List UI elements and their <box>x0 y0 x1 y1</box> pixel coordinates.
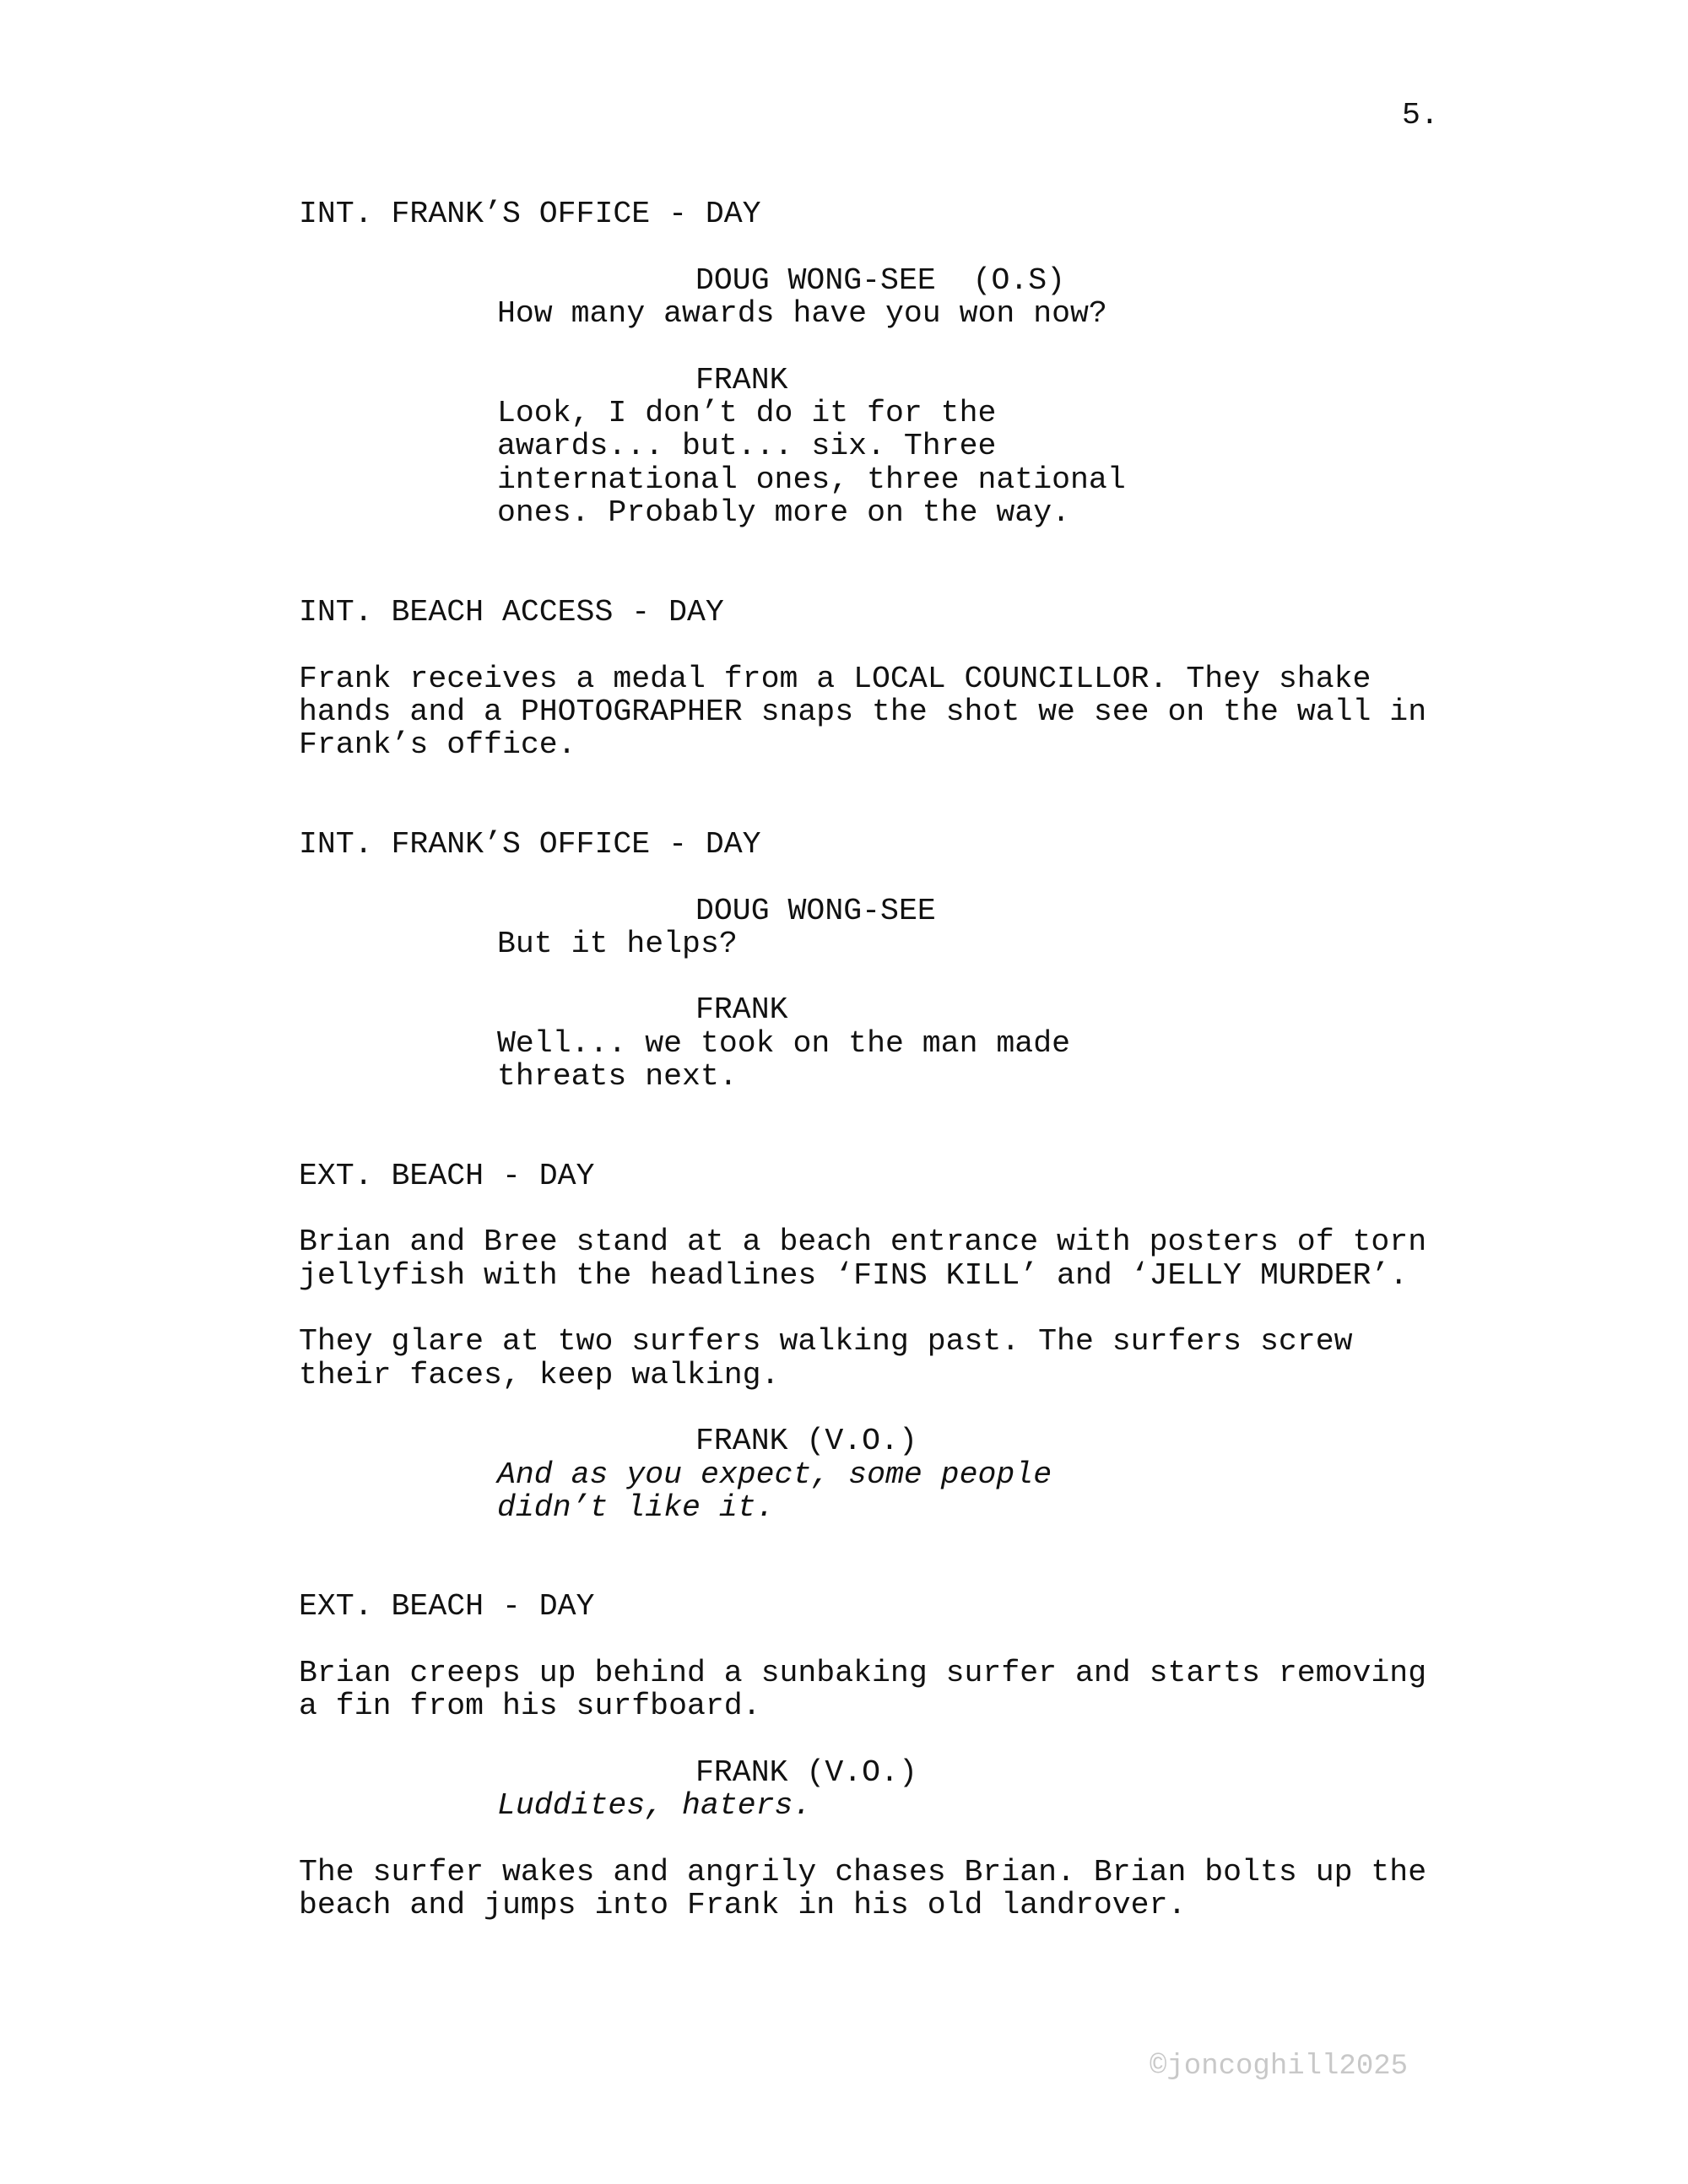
copyright-watermark: ©joncoghill2025 <box>1150 2051 1409 2083</box>
dialogue-line: ones. Probably more on the way. <box>497 495 1071 530</box>
action-line: Brian creeps up behind a sunbaking surfer and starts removing <box>299 1656 1427 1690</box>
character-cue: FRANK <box>695 363 788 397</box>
dialogue-line: awards... but... six. Three <box>497 429 997 463</box>
dialogue-line: Well... we took on the man made <box>497 1026 1071 1061</box>
action-line: beach and jumps into Frank in his old landrover. <box>299 1888 1187 1922</box>
dialogue-line: But it helps? <box>497 927 738 961</box>
action-line: hands and a PHOTOGRAPHER snaps the shot we see on the wall in <box>299 695 1427 729</box>
character-cue: FRANK (V.O.) <box>695 1424 917 1458</box>
character-cue: FRANK <box>695 992 788 1027</box>
scene-heading: INT. BEACH ACCESS - DAY <box>299 595 724 630</box>
dialogue-line: How many awards have you won now? <box>497 296 1107 331</box>
scene-heading: EXT. BEACH - DAY <box>299 1589 595 1624</box>
action-line: The surfer wakes and angrily chases Brian. Brian bolts up the <box>299 1855 1427 1889</box>
character-cue: DOUG WONG-SEE <box>695 894 936 928</box>
character-cue: DOUG WONG-SEE (O.S) <box>695 263 1066 298</box>
dialogue-line: didn’t like it. <box>497 1490 775 1525</box>
dialogue-line: And as you expect, some people <box>497 1457 1052 1492</box>
dialogue-line: Look, I don’t do it for the <box>497 396 997 430</box>
scene-heading: INT. FRANK’S OFFICE - DAY <box>299 197 761 231</box>
page-number: 5. <box>1402 98 1439 132</box>
action-line: a fin from his surfboard. <box>299 1689 761 1723</box>
action-line: Frank receives a medal from a LOCAL COUNCILLOR. They shake <box>299 662 1372 696</box>
action-line: Brian and Bree stand at a beach entrance with posters of torn <box>299 1224 1427 1259</box>
action-line: jellyfish with the headlines ‘FINS KILL’ and ‘JELLY MURDER’. <box>299 1258 1409 1293</box>
action-line: their faces, keep walking. <box>299 1358 780 1392</box>
dialogue-line: international ones, three national <box>497 462 1126 497</box>
character-cue: FRANK (V.O.) <box>695 1755 917 1790</box>
action-line: They glare at two surfers walking past. The surfers screw <box>299 1324 1353 1359</box>
dialogue-line: Luddites, haters. <box>497 1788 812 1823</box>
dialogue-line: threats next. <box>497 1059 738 1094</box>
action-line: Frank’s office. <box>299 727 576 762</box>
scene-heading: INT. FRANK’S OFFICE - DAY <box>299 827 761 862</box>
scene-heading: EXT. BEACH - DAY <box>299 1159 595 1193</box>
